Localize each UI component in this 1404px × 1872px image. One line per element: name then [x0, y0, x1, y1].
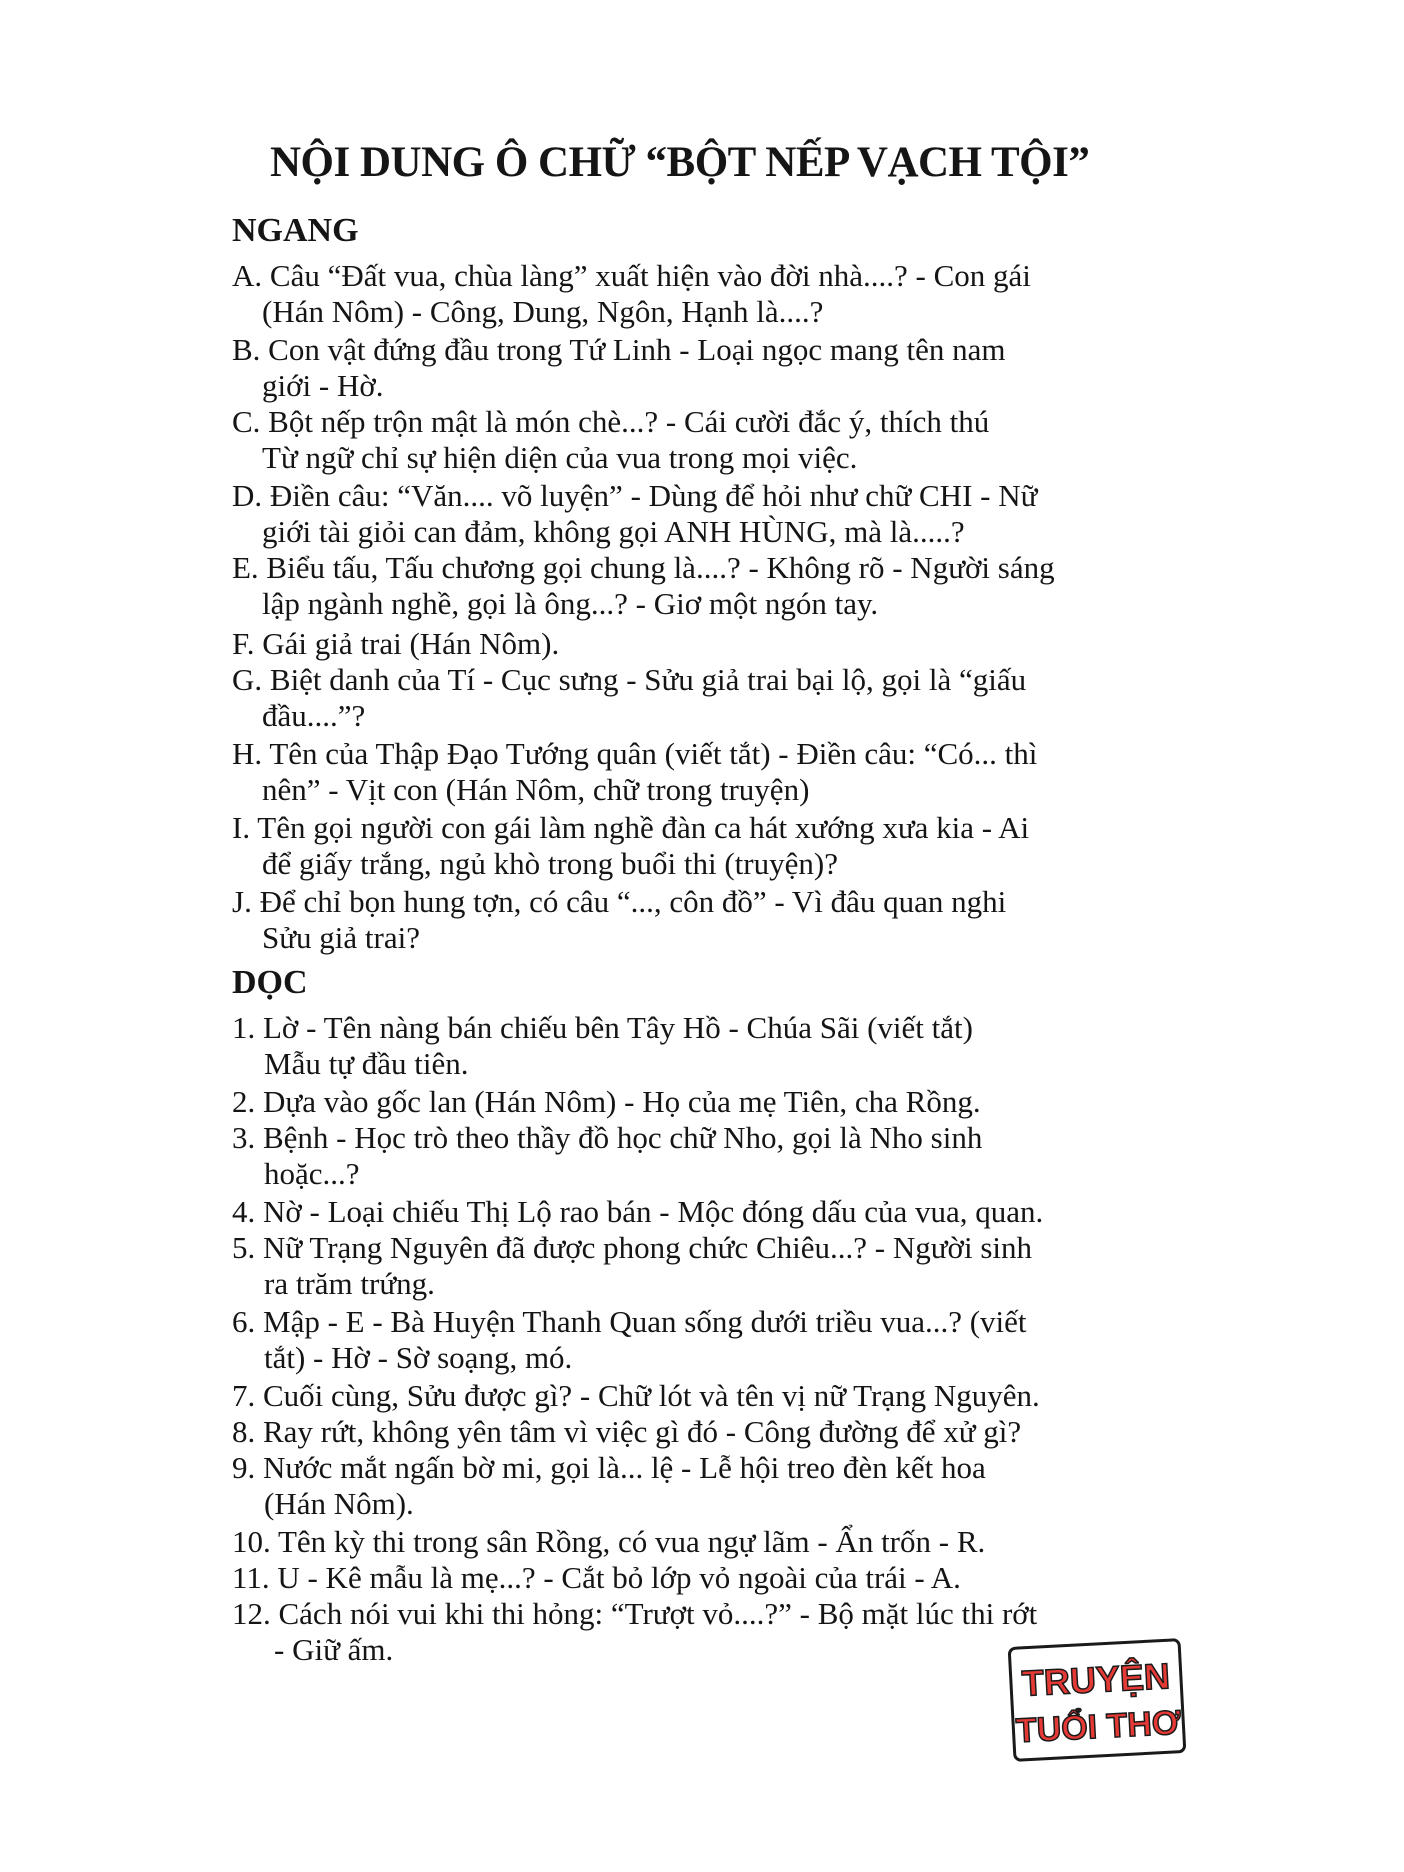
- doc-clue-item: [232, 1524, 1132, 1560]
- ngang-clue-item: [232, 736, 1132, 808]
- truyen-tuoi-tho-logo: [1005, 1635, 1189, 1764]
- ngang-clue-item: [232, 626, 1132, 662]
- ngang-clue-item: [232, 810, 1132, 882]
- clue-line: 11. U - Kê mẫu là mẹ...? - Cắt bỏ lớp vỏ ngoài của trái - A.: [232, 1560, 961, 1595]
- ngang-clue-item: [232, 478, 1132, 550]
- clue-line: đầu....”?: [262, 698, 366, 733]
- clue-line: - Giữ ấm.: [274, 1632, 394, 1667]
- clue-line: F. Gái giả trai (Hán Nôm).: [232, 626, 560, 661]
- clue-line: (Hán Nôm).: [264, 1486, 414, 1521]
- page-title: NỘI DUNG Ô CHỮ “BỘT NẾP VẠCH TỘI”: [270, 139, 1090, 186]
- clue-line: giới - Hờ.: [262, 368, 384, 403]
- doc-clue-item: [232, 1414, 1132, 1450]
- clue-line: Từ ngữ chỉ sự hiện diện của vua trong mọi việc.: [262, 440, 858, 475]
- clue-line: ra trăm trứng.: [264, 1266, 435, 1301]
- ngang-clue-item: [232, 332, 1132, 404]
- logo-line-2: TUỔI THƠ: [1015, 1703, 1182, 1751]
- ngang-clue-item: [232, 884, 1132, 956]
- clue-line: 12. Cách nói vui khi thi hỏng: “Trượt vỏ....?” - Bộ mặt lúc thi rớt: [232, 1596, 1038, 1631]
- clue-line: để giấy trắng, ngủ khò trong buổi thi (truyện)?: [262, 846, 838, 881]
- clue-line: (Hán Nôm) - Công, Dung, Ngôn, Hạnh là....?: [262, 294, 824, 329]
- clue-line: 8. Ray rứt, không yên tâm vì việc gì đó - Công đường để xử gì?: [232, 1414, 1022, 1449]
- section-heading-doc: DỌC: [232, 964, 308, 1001]
- logo-line-1: TRUYỆN: [1020, 1655, 1171, 1704]
- doc-clue-item: [232, 1560, 1132, 1596]
- clue-line: 9. Nước mắt ngấn bờ mi, gọi là... lệ - Lễ hội treo đèn kết hoa: [232, 1450, 986, 1485]
- clue-line: 4. Nờ - Loại chiếu Thị Lộ rao bán - Mộc đóng dấu của vua, quan.: [232, 1194, 1044, 1229]
- clue-line: I. Tên gọi người con gái làm nghề đàn ca hát xướng xưa kia - Ai: [232, 810, 1030, 845]
- clue-line: 7. Cuối cùng, Sửu được gì? - Chữ lót và tên vị nữ Trạng Nguyên.: [232, 1378, 1040, 1413]
- clue-line: B. Con vật đứng đầu trong Tứ Linh - Loại ngọc mang tên nam: [232, 332, 1006, 367]
- clue-line: hoặc...?: [264, 1156, 360, 1191]
- section-heading-ngang: NGANG: [232, 212, 359, 249]
- doc-clue-item: [232, 1450, 1132, 1522]
- clue-line: G. Biệt danh của Tí - Cục sưng - Sửu giả trai bại lộ, gọi là “giấu: [232, 662, 1027, 697]
- clue-line: 5. Nữ Trạng Nguyên đã được phong chức Chiêu...? - Người sinh: [232, 1230, 1032, 1265]
- clue-line: D. Điền câu: “Văn.... võ luyện” - Dùng để hỏi như chữ CHI - Nữ: [232, 478, 1038, 513]
- doc-clue-item: [232, 1378, 1132, 1414]
- ngang-clue-item: [232, 662, 1132, 734]
- clue-line: E. Biểu tấu, Tấu chương gọi chung là....? - Không rõ - Người sáng: [232, 550, 1055, 585]
- doc-clue-item: [232, 1194, 1132, 1230]
- clue-line: lập ngành nghề, gọi là ông...? - Giơ một ngón tay.: [262, 586, 879, 621]
- clue-line: C. Bột nếp trộn mật là món chè...? - Cái cười đắc ý, thích thú: [232, 404, 990, 439]
- clue-line: 10. Tên kỳ thi trong sân Rồng, có vua ngự lãm - Ẩn trốn - R.: [232, 1524, 986, 1559]
- clue-line: nên” - Vịt con (Hán Nôm, chữ trong truyện): [262, 772, 810, 807]
- doc-clue-item: [232, 1084, 1132, 1120]
- ngang-clue-item: [232, 550, 1132, 622]
- clue-line: giới tài giỏi can đảm, không gọi ANH HÙNG, mà là.....?: [262, 514, 965, 549]
- clue-line: 6. Mập - E - Bà Huyện Thanh Quan sống dưới triều vua...? (viết: [232, 1304, 1027, 1339]
- clue-line: Sửu giả trai?: [262, 920, 420, 955]
- clue-line: 3. Bệnh - Học trò theo thầy đồ học chữ Nho, gọi là Nho sinh: [232, 1120, 983, 1155]
- doc-clue-item: [232, 1120, 1132, 1192]
- doc-clue-item: [232, 1010, 1132, 1082]
- clue-line: J. Để chỉ bọn hung tợn, có câu “..., côn đồ” - Vì đâu quan nghi: [232, 884, 1007, 919]
- clue-line: A. Câu “Đất vua, chùa làng” xuất hiện vào đời nhà....? - Con gái: [232, 258, 1031, 293]
- clue-line: 1. Lờ - Tên nàng bán chiếu bên Tây Hồ - Chúa Sãi (viết tắt): [232, 1010, 973, 1045]
- doc-clue-item: [232, 1304, 1132, 1376]
- clue-line: H. Tên của Thập Đạo Tướng quân (viết tắt) - Điền câu: “Có... thì: [232, 736, 1038, 771]
- clue-line: tắt) - Hờ - Sờ soạng, mó.: [264, 1340, 573, 1375]
- doc-clue-item: [232, 1230, 1132, 1302]
- doc-clue-item: [232, 1596, 1132, 1668]
- ngang-clue-item: [232, 404, 1132, 476]
- ngang-clue-item: [232, 258, 1132, 330]
- clue-line: Mẫu tự đầu tiên.: [264, 1046, 469, 1081]
- clue-line: 2. Dựa vào gốc lan (Hán Nôm) - Họ của mẹ Tiên, cha Rồng.: [232, 1084, 981, 1119]
